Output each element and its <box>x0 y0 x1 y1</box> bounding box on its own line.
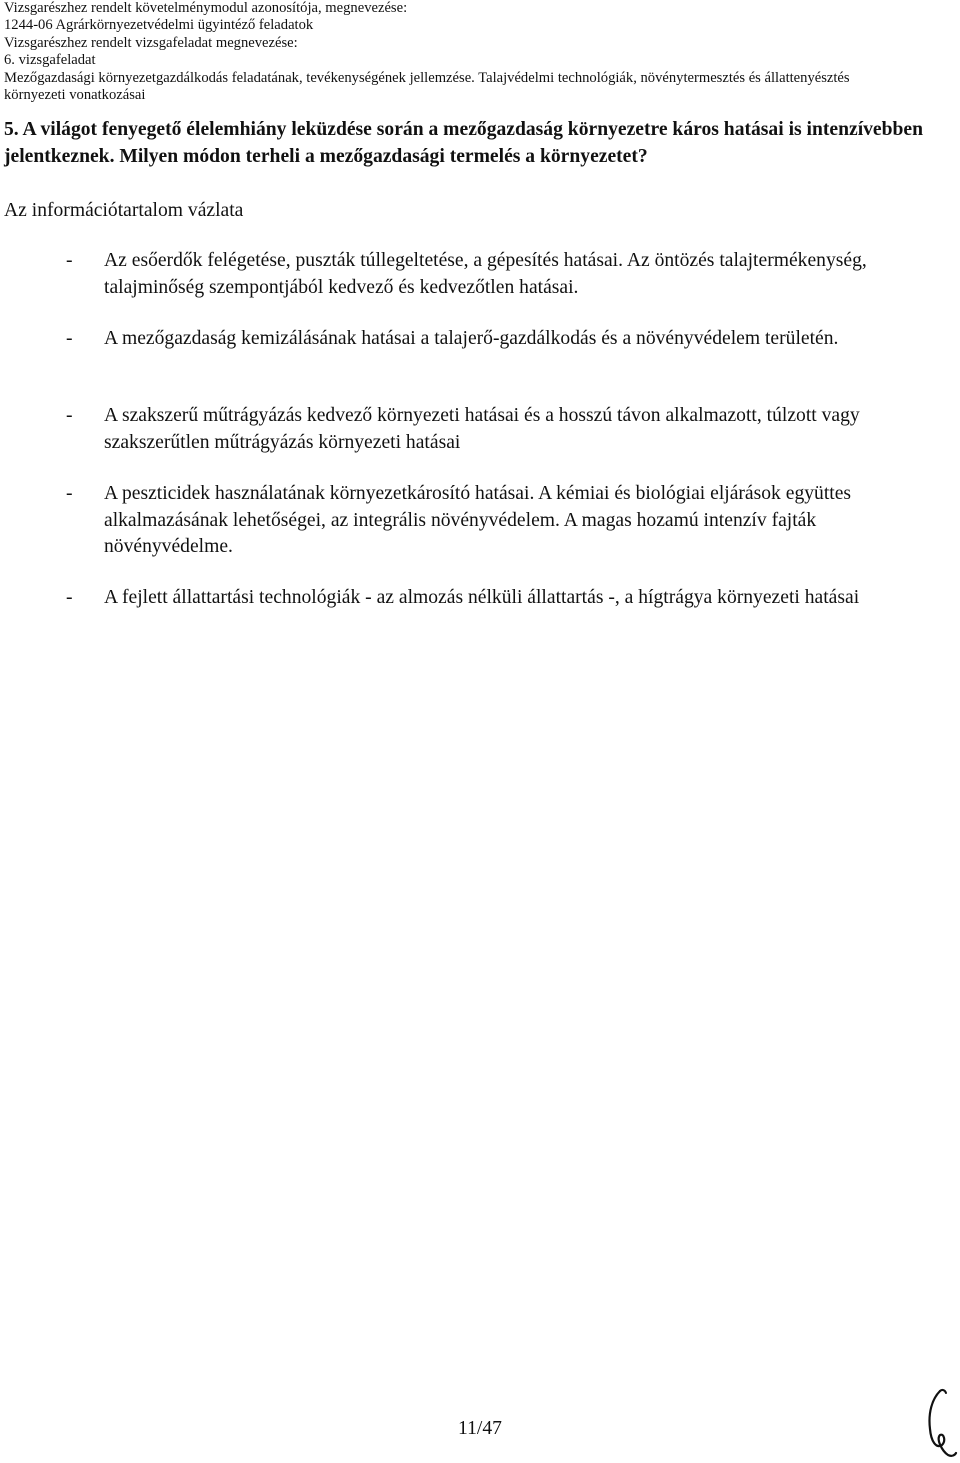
signature-icon <box>918 1385 958 1463</box>
list-item <box>66 248 886 301</box>
header-line: Vizsgarészhez rendelt követelménymodul azonosítója, megnevezése: <box>4 0 408 16</box>
bullet-dash: - <box>66 483 73 504</box>
header-line: környezeti vonatkozásai <box>4 87 146 104</box>
list-item <box>66 481 886 561</box>
list-item-text: A fejlett állattartási technológiák - az almozás nélküli állattartás -, a hígtrágya környezeti hatásai <box>104 587 860 608</box>
list-item <box>66 326 886 353</box>
list-item <box>66 403 886 456</box>
list-item-text: Az esőerdők felégetése, puszták túllegeltetése, a gépesítés hatásai. Az öntözés talajtermékenység, talajminőség szempontjából kedvező és kedvezőtlen hatásai. <box>104 250 867 298</box>
outline-title: Az információtartalom vázlata <box>4 200 244 221</box>
header-line: 1244-06 Agrárkörnyezetvédelmi ügyintéző feladatok <box>4 17 314 34</box>
bullet-dash: - <box>66 250 73 271</box>
bullet-dash: - <box>66 405 73 426</box>
header-line: 6. vizsgafeladat <box>4 52 96 69</box>
document-header <box>4 0 954 104</box>
header-line: Mezőgazdasági környezetgazdálkodás feladatának, tevékenységének jellemzése. Talajvédelmi technológiák, növénytermesztés és állattenyésztés <box>4 69 850 86</box>
bullet-dash: - <box>66 328 73 349</box>
header-line: Vizsgarészhez rendelt vizsgafeladat megnevezése: <box>4 34 298 51</box>
list-item-text: A szakszerű műtrágyázás kedvező környezeti hatásai és a hosszú távon alkalmazott, túlzott vagy szakszerűtlen műtrágyázás környezeti hatásai <box>104 405 860 453</box>
bullet-dash: - <box>66 587 73 608</box>
page-number: 11/47 <box>458 1418 502 1439</box>
list-item-text: A peszticidek használatának környezetkárosító hatásai. A kémiai és biológiai eljárások együttes alkalmazásának lehetőségei, az integrális növényvédelem. A magas hozamú intenzív fajták növényvédelme. <box>104 483 852 557</box>
question-heading: 5. A világot fenyegető élelemhiány leküzdése során a mezőgazdaság környezetre káros hatásai is intenzívebben jelentkeznek. Milyen módon terheli a mezőgazdasági termelés a környezetet? <box>4 119 924 167</box>
list-item <box>66 585 886 612</box>
list-item-text: A mezőgazdaság kemizálásának hatásai a talajerő-gazdálkodás és a növényvédelem területén. <box>104 328 839 349</box>
